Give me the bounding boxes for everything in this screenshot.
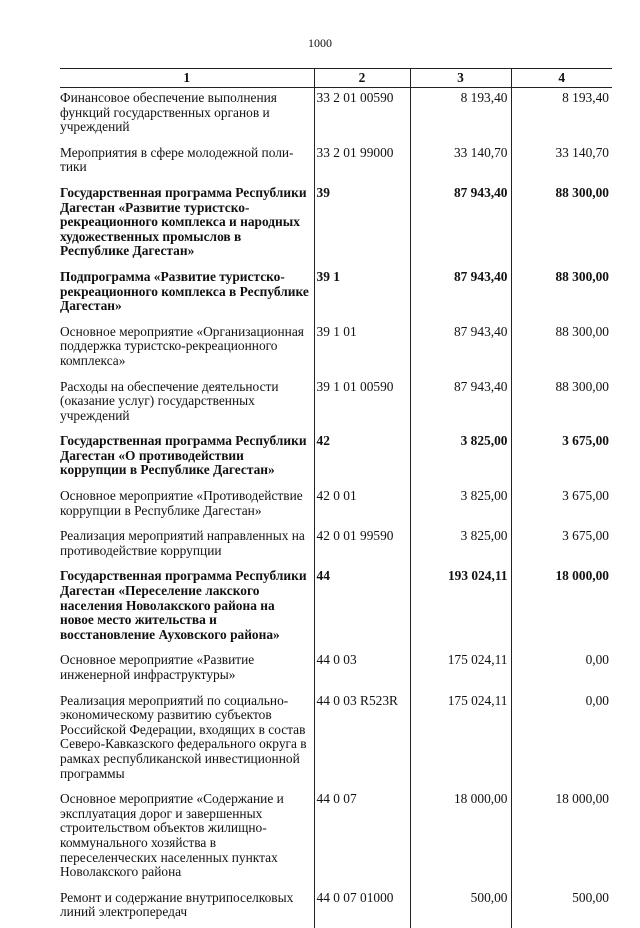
row-value-col4: 88 300,00 [511,267,612,322]
table-row [60,691,612,790]
row-code-cell: 44 0 03 R523R [314,691,410,790]
row-name-cell: Основное мероприятие «Организационная поддержка туристско-рекреационного комплекса» [60,323,304,368]
row-name-cell: Основное мероприятие «Содержание и эксплуатация дорог и завершенных строительством объектов жилищно-коммунального хозяйства в переселенческих населенных пунктах Новолакского района [60,791,284,880]
table-row [60,789,612,888]
table-row [60,183,612,267]
header-col-3: 3 [410,69,511,88]
table-row [60,566,612,650]
row-value-col4: 500,00 [511,888,612,928]
row-value-col4: 18 000,00 [511,789,612,888]
table-row [60,322,612,377]
row-name-cell: Подпрограмма «Развитие туристско-рекреационного комплекса в Республике Дагестан» [60,268,309,314]
row-value-col3: 87 943,40 [410,183,511,267]
budget-table [60,68,612,928]
row-value-col3: 193 024,11 [410,566,511,650]
row-code-cell: 33 2 01 99000 [314,143,410,183]
row-value-col4: 88 300,00 [511,183,612,267]
row-value-col3: 3 825,00 [410,486,511,526]
row-value-col3: 500,00 [410,888,511,928]
table-row [60,650,612,690]
header-col-2: 2 [314,69,410,88]
table-row [60,267,612,322]
row-value-col4: 88 300,00 [511,377,612,432]
table-row [60,526,612,566]
row-value-col4: 3 675,00 [511,526,612,566]
row-code-cell: 39 1 01 00590 [314,377,410,432]
row-value-col3: 87 943,40 [410,322,511,377]
row-value-col4: 0,00 [511,691,612,790]
page-number: 1000 [308,36,332,50]
row-name-cell: Мероприятия в сфере молодежной поли-тики [60,144,294,175]
row-value-col3: 87 943,40 [410,267,511,322]
table-header-row [60,69,612,88]
row-value-col4: 33 140,70 [511,143,612,183]
row-code-cell: 44 0 03 [314,650,410,690]
row-name-cell: Государственная программа Республики Дагестан «Переселение лакского населения Новолакского района на новое место жительства и восстановление Ауховского района» [60,568,307,642]
row-value-col4: 0,00 [511,650,612,690]
row-code-cell: 42 [314,431,410,486]
row-value-col4: 3 675,00 [511,486,612,526]
row-code-cell: 44 [314,566,410,650]
row-name-cell: Реализация мероприятий по социально-экономическому развитию субъектов Российской Федерации, входящих в состав Северо-Кавказского федерального округа в рамках республиканской инвестиционной программы [60,692,307,781]
row-code-cell: 44 0 07 01000 [314,888,410,928]
table-row [60,143,612,183]
row-name-cell: Реализация мероприятий направленных на противодействие коррупции [60,528,305,558]
row-name-cell: Ремонт и содержание внутрипоселковых линий электропередач [60,889,294,920]
row-value-col3: 87 943,40 [410,377,511,432]
row-name-cell: Государственная программа Республики Дагестан «О противодействии коррупции в Республике Дагестан» [60,433,307,478]
row-name-cell: Основное мероприятие «Противодействие коррупции в Республике Дагестан» [60,488,303,518]
row-code-cell: 39 [314,183,410,267]
row-value-col4: 18 000,00 [511,566,612,650]
row-code-cell: 39 1 01 [314,322,410,377]
row-code-cell: 39 1 [314,267,410,322]
row-name-cell: Расходы на обеспечение деятельности (оказание услуг) государственных учреждений [60,378,279,423]
row-value-col4: 8 193,40 [511,88,612,143]
row-name-cell: Государственная программа Республики Дагестан «Развитие туристско-рекреационного комплекса и народных художественных промыслов в Республике Дагестан» [60,184,307,259]
row-value-col3: 8 193,40 [410,88,511,143]
row-value-col3: 33 140,70 [410,143,511,183]
row-value-col3: 18 000,00 [410,789,511,888]
row-code-cell: 42 0 01 99590 [314,526,410,566]
table-row [60,888,612,928]
header-col-4: 4 [511,69,612,88]
row-code-cell: 33 2 01 00590 [314,88,410,143]
row-code-cell: 42 0 01 [314,486,410,526]
table-row [60,486,612,526]
row-value-col3: 3 825,00 [410,526,511,566]
row-value-col3: 175 024,11 [410,691,511,790]
row-value-col4: 3 675,00 [511,431,612,486]
row-name-cell: Основное мероприятие «Развитие инженерной инфраструктуры» [60,652,255,682]
row-value-col3: 3 825,00 [410,431,511,486]
table-row [60,88,612,143]
row-name-cell: Финансовое обеспечение выполнения функций государственных органов и учреждений [60,90,277,135]
table-row [60,377,612,432]
row-value-col3: 175 024,11 [410,650,511,690]
table-row [60,431,612,486]
row-value-col4: 88 300,00 [511,322,612,377]
header-col-1: 1 [60,69,314,88]
row-code-cell: 44 0 07 [314,789,410,888]
